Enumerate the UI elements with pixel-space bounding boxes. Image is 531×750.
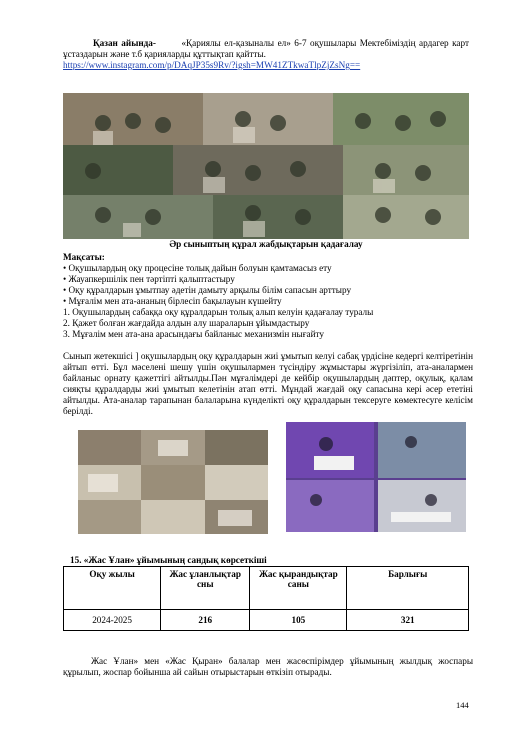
- classroom-photo-left: [78, 430, 268, 534]
- closing-paragraph: Жас Ұлан» мен «Жас Қыран» балалар мен жасөспірімдер ұйымының жылдық жоспары құрылып, жоспар бойынша ай сайын отырыстарын өткізіп отырады.: [63, 656, 473, 677]
- classroom-photo-right: [286, 422, 466, 532]
- collage-photo-graphic: [63, 93, 469, 239]
- goals-list: [63, 263, 473, 340]
- goal-item: 2. Қажет болған жағдайда алдын алу шараларын ұйымдастыру: [63, 318, 310, 328]
- goal-item: • Мұғалім мен ата-ананың бірлесіп бақылауын күшейту: [63, 296, 282, 306]
- goal-item: • Оқушылардың оқу процесіне толық дайын болуын қамтамасыз ету: [63, 263, 332, 273]
- cell-year: 2024-2025: [64, 610, 161, 631]
- intro-paragraph: [63, 38, 469, 71]
- cell-total: 321: [347, 610, 469, 631]
- goal-item: • Оқу құралдарын ұмытпау әдетін дамыту арқылы білім сапасын арттыру: [63, 285, 352, 295]
- page-number: 144: [456, 700, 469, 710]
- cell-ulan-count: 216: [161, 610, 250, 631]
- intro-text: «Қариялы ел-қазыналы ел» 6-7 оқушылары Мектебіміздің ардагер карт ұстаздарын және т.б қарияларды құттықтап қайтты.: [63, 38, 470, 59]
- collage-caption: Әр сыныптың құрал жабдықтарын қадағалау: [169, 239, 363, 249]
- instagram-link[interactable]: https://www.instagram.com/p/DAqJP35s9Rv/?igsh=MW41ZTkwaTlpZjZsNg==: [63, 60, 361, 70]
- event-photo-collage: [63, 93, 469, 239]
- table-row: [64, 610, 469, 631]
- header-total: Барлығы: [347, 567, 469, 610]
- goals-heading: Мақсаты:: [63, 252, 105, 262]
- goal-item: 3. Мұғалім мен ата-ана арасындағы байланыс механизмін нығайту: [63, 329, 324, 339]
- zhas-ulan-stats-table: [63, 566, 469, 631]
- table-header-row: [64, 567, 469, 610]
- intro-lead: Қазан айында-: [93, 38, 156, 48]
- classroom-photo-left-graphic: [78, 430, 268, 534]
- meeting-paragraph: Сынып жетекшісі ] оқушылардың оқу құралдарын жиі ұмытып келуі сабақ үрдісіне кедергі келтіретінін айтып өтті. Бұл мәселені шешу үшін оқушылармен түсіндіру жұмыстары жүргізіліп, ата-аналармен байланыс орнату қажеттігі айтылды.Пән мұғалімдері де кейбір оқушылардың дәптер, оқулық, қалам сияқты құралдарды жиі ұмытып келетінін атап өтті. Мұндай жағдай оқу сапасына кері әсер ететіні айтылды. Ата-аналар тарапынан балаларына күнделікті оқу құралдарын тексеруге көмектесуге келісім берілді.: [63, 351, 473, 416]
- header-ulan-count: Жас ұланлықтар сны: [161, 567, 250, 610]
- cell-kyran-count: 105: [250, 610, 347, 631]
- header-year: Оқу жылы: [64, 567, 161, 610]
- table-title: 15. «Жас Ұлан» ұйымының сандық көрсеткіші: [70, 555, 267, 565]
- classroom-photo-right-graphic: [286, 422, 466, 532]
- goal-item: • Жауапкершілік пен тәртіпті қалыптастыру: [63, 274, 235, 284]
- goal-item: 1. Оқушылардың сабаққа оқу құралдарын толық алып келуін қадағалау туралы: [63, 307, 374, 317]
- header-kyran-count: Жас қырандықтар саны: [250, 567, 347, 610]
